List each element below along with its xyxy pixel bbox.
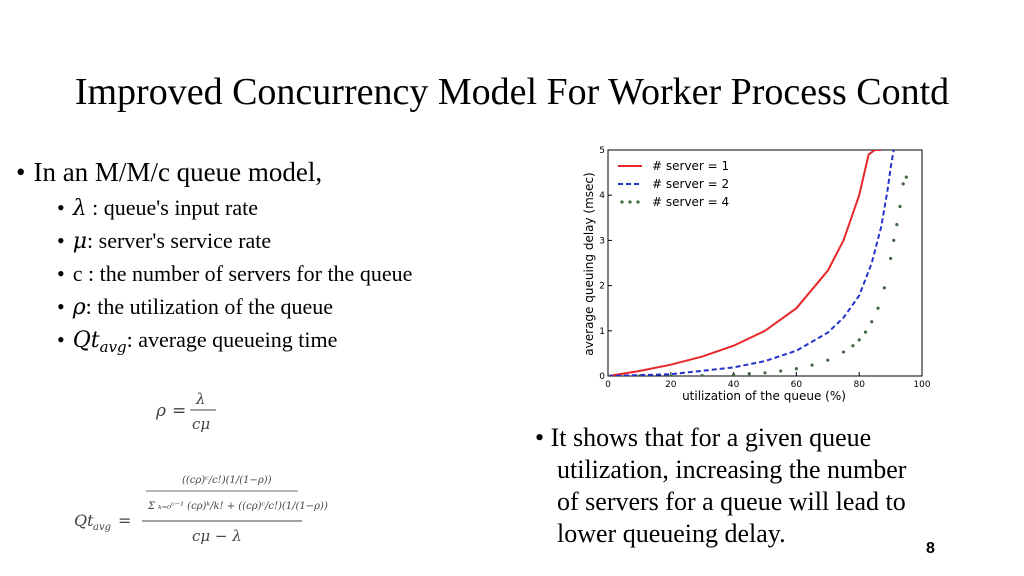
series-point-server-4 (870, 320, 873, 323)
conclusion-line-2: utilization, increasing the number (557, 455, 907, 484)
x-tick-label: 0 (605, 380, 611, 390)
page-number: 8 (926, 540, 935, 557)
conclusion-text-1: It shows that for a given queue (550, 423, 872, 452)
mu-symbol: μ (72, 229, 88, 254)
sub-bullet-text: : queue's input rate (86, 195, 259, 220)
series-point-server-4 (826, 359, 829, 362)
series-point-server-4 (883, 286, 886, 289)
x-tick-label: 20 (665, 380, 677, 390)
y-tick-label: 3 (599, 236, 605, 247)
sub-bullet-mu (57, 228, 271, 254)
sub-bullet-qtavg (57, 327, 337, 356)
svg-text:cμ − λ: cμ − λ (192, 527, 242, 545)
slide-title: Improved Concurrency Model For Worker Process Contd (74, 71, 950, 113)
conclusion-bullet (535, 422, 975, 550)
svg-text:=: = (118, 511, 132, 530)
x-tick-label: 100 (913, 380, 931, 390)
series-point-server-4 (842, 350, 845, 353)
x-tick-label: 80 (853, 380, 865, 390)
y-tick-label: 5 (599, 146, 605, 156)
y-tick-label: 1 (599, 326, 605, 337)
bullet-marker: • (535, 423, 545, 452)
series-point-server-4 (905, 176, 908, 179)
series-point-server-4 (892, 239, 895, 242)
legend-swatch-dot (620, 200, 623, 203)
series-point-server-4 (669, 374, 672, 377)
chart-axes (599, 146, 931, 390)
bullet-marker: • (57, 294, 65, 319)
sub-bullet-c (57, 261, 412, 287)
series-line-server-1 (608, 150, 881, 376)
main-bullet-text: In an M/M/c queue model, (33, 157, 323, 187)
series-line-server-2 (608, 150, 894, 376)
legend-entry-label: # server = 4 (652, 195, 730, 209)
queue-delay-chart (574, 142, 934, 408)
series-point-server-4 (895, 223, 898, 226)
sub-bullet-text: : the utilization of the queue (85, 294, 334, 319)
rho-equation-image (150, 385, 230, 435)
series-point-server-4 (779, 369, 782, 372)
svg-text:ρ: ρ (156, 401, 166, 421)
series-point-server-4 (898, 205, 901, 208)
svg-text:avg: avg (93, 522, 112, 533)
bullet-marker: • (16, 157, 26, 187)
series-point-server-4 (638, 374, 641, 377)
x-tick-label: 60 (790, 380, 803, 390)
legend-entry-label: # server = 2 (652, 177, 730, 191)
svg-text:Qt: Qt (74, 511, 94, 530)
bullet-marker: • (57, 261, 65, 286)
y-axis-label: average queuing delay (msec) (582, 172, 596, 356)
series-point-server-4 (732, 373, 735, 376)
series-point-server-4 (864, 331, 867, 334)
bullet-marker: • (57, 195, 65, 220)
chart-legend (618, 159, 729, 209)
main-bullet (16, 157, 322, 188)
avg-subscript: avg (99, 338, 127, 356)
x-axis-label: utilization of the queue (%) (682, 389, 846, 403)
y-tick-label: 4 (599, 191, 605, 202)
series-point-server-4 (876, 307, 879, 310)
series-point-server-4 (748, 372, 751, 375)
series-point-server-4 (902, 182, 905, 185)
conclusion-line-1 (535, 422, 975, 454)
qt-symbol: Qt (72, 328, 100, 353)
sub-bullet-rho (57, 294, 333, 320)
series-point-server-4 (606, 374, 609, 377)
series-point-server-4 (763, 371, 766, 374)
x-tick-label: 40 (727, 380, 740, 390)
lambda-symbol: λ (72, 196, 87, 221)
series-point-server-4 (795, 367, 798, 370)
legend-swatch-dot (636, 200, 639, 203)
series-point-server-4 (811, 364, 814, 367)
y-tick-label: 0 (599, 372, 605, 382)
sub-bullet-text: : server's service rate (87, 228, 272, 253)
svg-text:Σ ₖ₌₀ᶜ⁻¹ (cρ)ᵏ/k! + ((cρ)ᶜ/c!): Σ ₖ₌₀ᶜ⁻¹ (cρ)ᵏ/k! + ((cρ)ᶜ/c!)(1/(1−ρ)) (148, 501, 328, 512)
svg-text:λ: λ (196, 390, 206, 408)
series-point-server-4 (851, 344, 854, 347)
sub-bullet-text: : average queueing time (126, 327, 338, 352)
qt-avg-equation-image (72, 465, 328, 550)
legend-entry-label: # server = 1 (652, 159, 730, 173)
rho-symbol: ρ (72, 295, 86, 320)
conclusion-line-3: of servers for a queue will lead to (557, 487, 906, 516)
series-point-server-4 (889, 257, 892, 260)
bullet-marker: • (57, 228, 65, 253)
svg-text:cμ: cμ (192, 415, 211, 433)
legend-swatch-dot (628, 200, 631, 203)
sub-bullet-lambda (57, 195, 258, 221)
series-point-server-4 (858, 338, 861, 341)
bullet-marker: • (57, 327, 65, 352)
conclusion-line-4: lower queueing delay. (557, 519, 786, 548)
y-tick-label: 2 (599, 281, 605, 292)
sub-bullet-text: c : the number of servers for the queue (72, 261, 413, 286)
series-point-server-4 (701, 374, 704, 377)
svg-text:((cρ)ᶜ/c!)(1/(1−ρ)): ((cρ)ᶜ/c!)(1/(1−ρ)) (182, 475, 272, 486)
svg-text:=: = (172, 401, 187, 421)
